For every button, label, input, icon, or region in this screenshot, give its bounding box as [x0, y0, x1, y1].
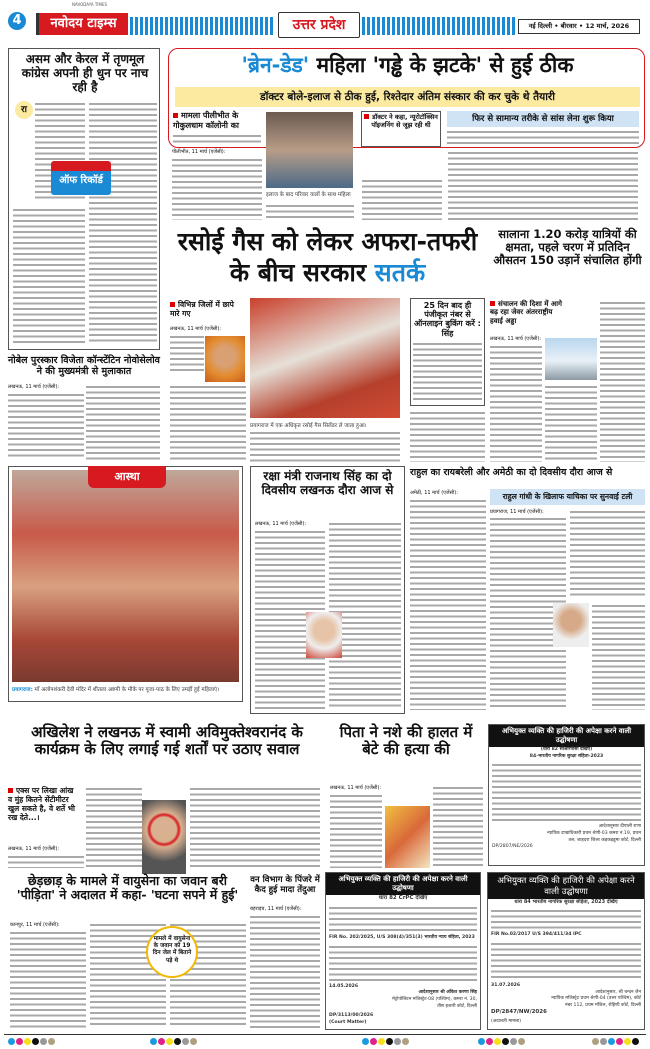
body-text	[492, 762, 641, 822]
body-text	[190, 786, 320, 868]
rajnath-story	[250, 466, 405, 714]
lead-photo-caption: इलाज के बाद परिवार वालों के साथ महिला	[266, 190, 354, 198]
notice-3-title: अभियुक्त व्यक्ति की हाजिरी की अपेक्षा करने वाली उद्घोषणा	[488, 873, 644, 899]
color-registration-marks	[478, 1030, 526, 1049]
body-text	[170, 334, 204, 374]
lead-headline	[175, 53, 640, 77]
minister-photo	[205, 336, 245, 382]
notice-1-court: न्यायिक दण्डाधिकारी प्रथम श्रेणी-03 कमरा नं.19, प्रथम तल, शाहदरा जिला कड़कड़डूमा कोर्ट, दिल्ली	[547, 830, 641, 843]
gas-box	[410, 298, 485, 406]
dropcap: रा	[15, 101, 33, 119]
notice-1-signer: आदेशानुसार दीपाली राणा	[598, 824, 641, 830]
body-text	[545, 384, 597, 462]
gas-box-headline: 25 दिन बाद ही पंजीकृत नंबर से ऑनलाइन बुकिंग करें : सिंह	[414, 301, 481, 338]
left-story	[8, 48, 160, 350]
body-text	[448, 150, 638, 220]
color-registration-marks	[8, 1030, 56, 1049]
rahul-photo	[553, 603, 589, 647]
akhilesh-headline: अखिलेश ने लखनऊ में स्वामी अविमुक्तेश्वरानंद के कार्यक्रम के लिए लगाई गई शर्तों पर उठाए सवाल	[31, 723, 303, 759]
aastha-caption-place: प्रयागराज:	[12, 687, 33, 693]
notice-1	[488, 724, 645, 866]
body-text	[8, 392, 84, 460]
gas-side: विभिन्न जिलों में छापे मारे गए	[170, 300, 246, 318]
notice-3-ref: DP/2847/NW/2026	[491, 1009, 547, 1016]
nobel-dateline: लखनऊ, 11 मार्च (एजेंसी):	[8, 384, 60, 390]
body-text	[413, 341, 482, 401]
rajnath-headline: रक्षा मंत्री राजनाथ सिंह का दो दिवसीय लखनऊ दौरा आज से	[261, 469, 394, 497]
body-text	[172, 157, 262, 220]
color-registration-marks	[592, 1030, 640, 1049]
print-rule	[4, 1034, 646, 1035]
body-text	[330, 793, 382, 868]
body-text	[329, 944, 477, 982]
akhilesh-dateline: लखनऊ, 11 मार्च (एजेंसी):	[8, 846, 60, 852]
notice-2-section: धारा 82 CrPC देखिए	[378, 895, 428, 901]
lead-headline-rest: महिला 'गड्ढे के झटके' से हुई ठीक	[309, 53, 574, 77]
body-text	[173, 133, 261, 145]
lead-headline-highlight: 'ब्रेन-डेड'	[241, 53, 310, 77]
airport-dateline: लखनऊ, 11 मार्च (एजेंसी):	[490, 336, 542, 342]
masthead-small: NAVODAYA TIMES	[72, 2, 108, 7]
aastha-caption	[12, 685, 239, 693]
body-text	[410, 498, 486, 710]
body-text	[410, 410, 485, 462]
notice-3-section: धारा 84 भारतीय नागरिक सुरक्षा संहिता, 2023 देखिए	[514, 899, 618, 905]
airport-side: संचालन की दिशा में आगे बढ़ रहा जेवर अंतरराष्ट्रीय हवाई अड्डा	[490, 300, 565, 325]
lead-photo	[266, 112, 353, 188]
notice-1-section: (धारा 82 सीआरपीसी देखिए)	[540, 747, 593, 752]
left-story-headline: असम और केरल में तृणमूल कांग्रेस अपनी ही धुन पर नाच रही है	[21, 52, 149, 94]
akhilesh-side: एक्स पर लिखा आंख व मुंह कितने सेंटीमीटर खुल सकते है, वे शर्ते भी रख देते...।	[8, 786, 80, 822]
body-text	[13, 207, 85, 345]
notice-2	[325, 872, 481, 1030]
body-text	[490, 344, 542, 462]
leopard-dateline: बहराइच, 11 मार्च (एजेंसी):	[250, 906, 302, 912]
gas-photo	[250, 298, 400, 418]
father-cartoon	[385, 806, 430, 868]
lead-side-b-box	[361, 111, 441, 147]
dateline: नई दिल्ली • बीरवार • 12 मार्च, 2026	[518, 19, 640, 34]
notice-2-title: अभियुक्त व्यक्ति की हाजिरी की अपेक्षा करने वाली उद्घोषणा	[326, 873, 480, 895]
notice-2-court: मेट्रोपोलिटन मजिस्ट्रेट-08 (पश्चिम), कमरा नं. 30, तीस हजारी कोर्ट, दिल्ली	[392, 996, 477, 1009]
rahul-dateline-2: प्रयागराज, 11 मार्च (एजेंसी):	[490, 509, 544, 515]
gas-headline-main: रसोई गैस को लेकर अफरा-तफरी के बीच सरकार	[177, 227, 478, 288]
notice-3	[487, 872, 645, 1030]
section-title: उत्तर प्रदेश	[278, 12, 360, 38]
body-text	[89, 101, 157, 345]
leopard-headline: वन विभाग के पिंजरे में कैद हुई मादा तेंदुआ	[250, 875, 320, 895]
header-stripes-right	[362, 17, 516, 35]
airforce-dateline: कानपुर, 11 मार्च (एजेंसी):	[10, 922, 60, 928]
notice-1-law: 84-भारतीय नागरिक सुरक्षा संहिता-2023	[529, 753, 604, 759]
page-header	[0, 0, 650, 42]
airforce-headline: छेड़छाड़ के मामले में वायुसेना का जवान बरी 'पीड़िता' ने अदालत में कहा- 'घटना सपने में हुई'	[16, 873, 239, 903]
aastha-caption-text: माँ अलोपशंकरी देवी मंदिर में शीतला अष्टमी के मौके पर पूजा-पाठ के लिए उमड़ीं हुईं महिलाएं।	[34, 687, 220, 693]
body-text	[600, 300, 645, 462]
lead-subhead: डॉक्टर बोले-इलाज से ठीक हुई, रिश्तेदार अंतिम संस्कार की कर चुके थे तैयारी	[175, 87, 640, 107]
body-text	[86, 786, 142, 868]
rahul-dateline: अमेठी, 11 मार्च (एजेंसी):	[410, 490, 458, 496]
body-text	[491, 941, 641, 981]
gas-dateline: लखनऊ, 11 मार्च (एजेंसी):	[170, 326, 222, 332]
lead-side-b: डॉक्टर ने कहा, न्यूरोटॉक्सिन पॉइजनिंग से जूझ रही थी	[364, 114, 438, 130]
aastha-tab: आस्था	[88, 466, 166, 488]
body-text	[447, 129, 639, 145]
body-text	[170, 384, 246, 460]
notice-2-signer: आदेशानुसार श्री अंकित करणा सिंह	[418, 990, 477, 996]
notice-3-date: 31.07.2026	[491, 982, 521, 988]
body-text	[86, 384, 160, 460]
page-number: 4	[8, 12, 26, 30]
father-dateline: लखनऊ, 11 मार्च (एजेंसी):	[330, 785, 382, 791]
masthead-logo: नवोदय टाइम्स	[36, 13, 128, 35]
notice-3-ref2: (अदालती मामला)	[491, 1019, 522, 1025]
rajnath-photo	[306, 612, 342, 658]
airport-headline: सालाना 1.20 करोड़ यात्रियों की क्षमता, पहले चरण में प्रतिदिन औसतन 150 उड़ानें संचालित होंगी	[493, 227, 642, 268]
aastha-photo-box	[8, 466, 243, 702]
body-text	[250, 430, 400, 462]
notice-1-title: अभियुक्त व्यक्ति की हाजिरी की अपेक्षा करने वाली उद्घोषणा	[489, 725, 644, 747]
off-record-badge: ऑफ रिकॉर्ड	[51, 161, 111, 195]
color-registration-marks	[362, 1030, 410, 1049]
notice-1-ref: DP/2807/NE/2026	[492, 844, 533, 850]
gas-headline	[170, 226, 485, 289]
lead-story	[168, 48, 645, 148]
notice-3-court: न्यायिक मजिस्ट्रेट प्रथम श्रेणी-04 (उत्तर पश्चिम), कोर्ट नंबर 112, प्रथम मंजिल, रोहिणी कोर्ट, दिल्ली	[551, 996, 641, 1008]
rajnath-dateline: लखनऊ, 11 मार्च (एजेंसी):	[255, 521, 307, 527]
rahul-headline: राहुल का रायबरेली और अमेठी का दो दिवसीय दौरा आज से	[410, 467, 613, 478]
notice-2-fir: FIR No. 202/2025, U/S 308(4)/351(3) भारतीय न्याय संहिता, 2023	[329, 934, 475, 940]
body-text	[362, 178, 442, 220]
gas-headline-highlight: सतर्क	[374, 258, 426, 288]
notice-3-fir: FIR No.02/2017 U/S 394/411/34 IPC	[491, 932, 582, 938]
body-text	[329, 905, 477, 933]
airplane-photo	[545, 338, 597, 380]
body-text	[491, 908, 641, 930]
aastha-photo	[12, 470, 239, 682]
lead-side-a: मामला पीलीभीत के गोकुलधाम कॉलोनी का	[173, 111, 261, 130]
body-text	[266, 203, 354, 220]
notice-2-ref: DP/3113/00/2026	[329, 1013, 374, 1019]
lead-dateline: पीलीभीत, 11 मार्च (एजेंसी):	[172, 149, 262, 155]
body-text	[8, 854, 84, 868]
body-text	[592, 603, 645, 710]
color-registration-marks	[150, 1030, 198, 1049]
body-text	[10, 930, 86, 1028]
lead-side-c: फिर से सामान्य तरीके से सांस लेना शुरू किया	[447, 111, 639, 127]
header-stripes	[130, 17, 275, 35]
notice-2-ref2: (Court Matter)	[329, 1020, 367, 1026]
notice-2-date: 14.05.2026	[329, 983, 359, 989]
airforce-inset: मामले में वायुसेना के जवान को 19 दिन जेल में बिताने पड़े थे	[146, 926, 198, 978]
akhilesh-photo	[142, 800, 186, 874]
rahul-subhead: राहुल गांधी के खिलाफ याचिका पर सुनवाई टली	[490, 489, 645, 505]
body-text	[570, 509, 645, 599]
notice-3-signer: आदेशानुसार, श्री चन्दन जैन	[595, 989, 641, 995]
body-text	[250, 914, 320, 1028]
body-text	[433, 785, 483, 868]
gas-photo-caption: प्रयागराज में एक अधिकृत रसोई गैस सिलेंडर ले जाता हुआ।	[250, 423, 367, 429]
nobel-headline: नोबेल पुरस्कार विजेता कॉन्स्टेंटिन नोवोसेलोव ने की मुख्यमंत्री से मुलाकात	[8, 355, 160, 377]
father-headline: पिता ने नशे की हालत में बेटे की हत्या की	[339, 723, 473, 759]
